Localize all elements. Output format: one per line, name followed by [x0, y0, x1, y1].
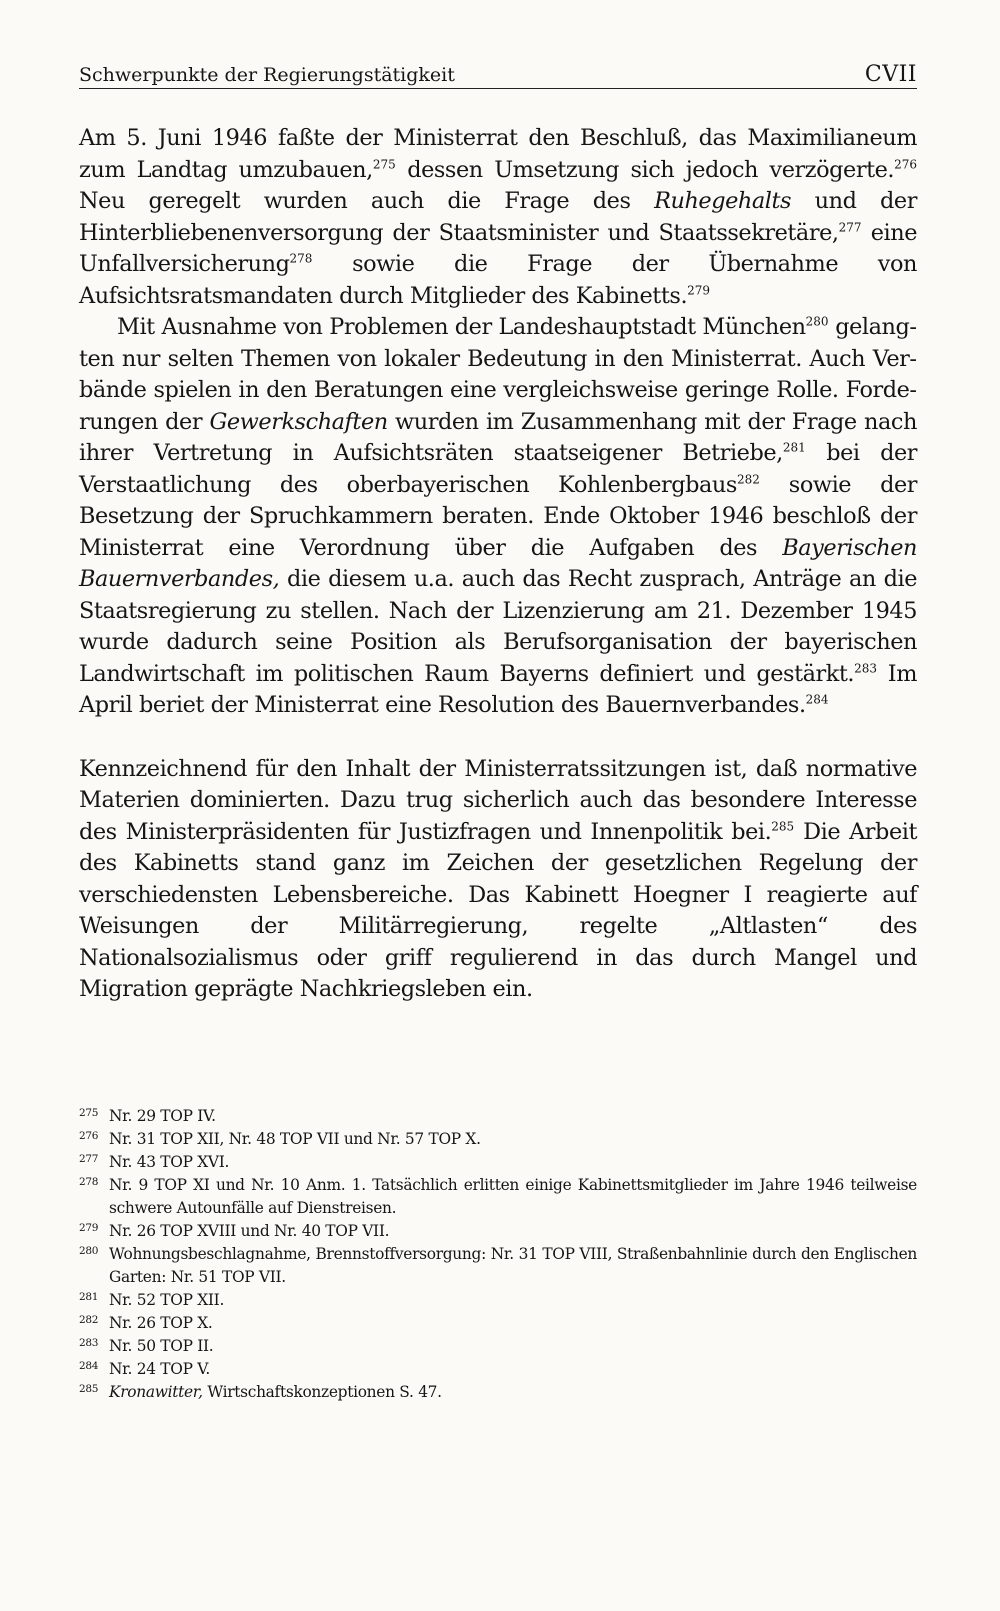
footnote — [79, 1128, 917, 1151]
footnote — [79, 1151, 917, 1174]
footnote-number: 275 — [79, 1107, 99, 1119]
footnote-text: Nr. 50 TOP II. — [109, 1337, 214, 1355]
footnote — [79, 1105, 917, 1128]
footnote-ref-280[interactable]: 280 — [805, 314, 829, 329]
text-run: Am 5. Juni 1946 faßte der Ministerrat den Beschluß, das Maximilianeum zum Landtag umzubauen, — [79, 125, 917, 183]
footnote-text: Nr. 9 TOP XI und Nr. 10 Anm. 1. Tatsächlich erlitten einige Kabinettsmitglieder im Jahre 1946 teilweise schwere Autounfälle auf Dienstreisen. — [109, 1176, 917, 1217]
text-run: Im April beriet der Ministerrat eine Resolution des Bauernverbandes. — [79, 660, 917, 718]
text-run: Neu geregelt wurden auch die Frage des — [79, 188, 655, 214]
footnote — [79, 1243, 917, 1289]
footnote-ref-282[interactable]: 282 — [736, 472, 760, 487]
page-number: CVII — [864, 62, 917, 87]
footnotes — [79, 1105, 917, 1404]
main-text — [79, 123, 917, 1006]
text-run: und der Hinterbliebenenversorgung der Staatsminister und Staatssekretäre, — [79, 188, 917, 246]
citation-text: Wirtschaftskonzeptionen S. 47. — [202, 1383, 442, 1401]
footnote-number: 277 — [79, 1153, 99, 1165]
footnote-ref-276[interactable]: 276 — [894, 157, 917, 172]
footnote-number: 279 — [79, 1222, 99, 1234]
italic-term: Ruhegehalts — [654, 188, 792, 214]
paragraph-1 — [79, 123, 917, 312]
footnote-text: Nr. 31 TOP XII, Nr. 48 TOP VII und Nr. 57 TOP X. — [109, 1130, 481, 1148]
text-run: Die Arbeit des Kabinetts stand ganz im Zeichen der gesetzlichen Regelung der verschiedensten Lebensbereiche. Das Kabinett Hoegner I reagierte auf Weisungen der Militärregierung, regelte „Altlasten“ des Nationalsozialismus oder griff regulierend in das durch Mangel und Migration geprägte Nachkriegsleben ein. — [79, 818, 918, 1002]
text-run: gelangten nur selten Themen von lokaler Bedeutung in den Ministerrat. Auch Verbände spielen in den Beratungen eine vergleichsweise geringe Rolle. Forderungen der — [79, 314, 917, 435]
footnote-number: 283 — [79, 1337, 99, 1349]
text-run: sowie der Besetzung der Spruchkammern beraten. Ende Oktober 1946 beschloß der Ministerrat eine Verordnung über die Aufgaben des — [79, 471, 918, 561]
footnote-number: 282 — [79, 1314, 99, 1326]
footnote-text: Nr. 29 TOP IV. — [109, 1107, 216, 1125]
footnote — [79, 1358, 917, 1381]
footnote-ref-283[interactable]: 283 — [854, 661, 878, 676]
footnote-number: 285 — [79, 1383, 99, 1395]
paragraph-2 — [79, 312, 917, 722]
text-run: wurden im Zusammenhang mit der Frage nach ihrer Vertretung in Aufsichtsräten staatseigener Betriebe, — [79, 408, 917, 466]
footnote-text: Nr. 26 TOP XVIII und Nr. 40 TOP VII. — [109, 1222, 390, 1240]
footnote-ref-285[interactable]: 285 — [771, 819, 795, 834]
text-run: Kennzeichnend für den Inhalt der Ministerratssitzungen ist, daß normative Materien dominierten. Dazu trug sicherlich auch das besondere Interesse des Ministerpräsidenten für Justizfragen und Innenpolitik bei. — [79, 755, 917, 845]
footnote-ref-278[interactable]: 278 — [289, 251, 313, 266]
author-name: Kronawitter, — [109, 1383, 203, 1401]
footnote-text: Nr. 24 TOP V. — [109, 1360, 210, 1378]
text-run: Mit Ausnahme von Problemen der Landeshauptstadt München — [117, 314, 806, 340]
footnote — [79, 1174, 917, 1220]
text-run: bei der Verstaatlichung des oberbayerischen Kohlenbergbaus — [79, 440, 918, 498]
footnote-text: Nr. 52 TOP XII. — [109, 1291, 225, 1309]
footnote-ref-277[interactable]: 277 — [838, 220, 862, 235]
italic-term: Gewerkschaften — [209, 408, 388, 435]
text-run: die diesem u.a. auch das Recht zusprach, Anträge an die Staatsregierung zu stellen. Nach der Lizenzierung am 21. Dezember 1945 wurde dadurch seine Position als Berufsorganisation der bayerischen Landwirtschaft im politischen Raum Bayerns definiert und gestärkt. — [79, 566, 917, 687]
footnote-ref-284[interactable]: 284 — [805, 692, 829, 707]
footnote-number: 281 — [79, 1291, 99, 1303]
text-run: dessen Umsetzung sich jedoch verzögerte. — [395, 156, 895, 183]
footnote — [79, 1289, 917, 1312]
footnote-ref-275[interactable]: 275 — [372, 157, 396, 172]
footnote — [79, 1312, 917, 1335]
footnote-ref-279[interactable]: 279 — [687, 283, 711, 298]
footnote-text: Nr. 26 TOP X. — [109, 1314, 213, 1332]
paragraph-3 — [79, 754, 917, 1006]
footnote-number: 284 — [79, 1360, 99, 1372]
italic-term: Bayerischen Bauernverbandes, — [79, 534, 917, 592]
footnote-text: Wohnungsbeschlagnahme, Brennstoffversorgung: Nr. 31 TOP VIII, Straßenbahnlinie durch den Englischen Garten: Nr. 51 TOP VII. — [109, 1245, 917, 1286]
text-run: sowie die Frage der Übernahme von Aufsichtsratsmandaten durch Mitglieder des Kabinetts. — [79, 251, 917, 309]
footnote — [79, 1381, 917, 1404]
footnote-number: 278 — [79, 1176, 99, 1188]
footnote-ref-281[interactable]: 281 — [782, 440, 806, 455]
text-run: eine Unfallversicherung — [79, 219, 917, 277]
footnote-number: 276 — [79, 1130, 99, 1142]
running-header — [79, 58, 917, 89]
footnote-text: Nr. 43 TOP XVI. — [109, 1153, 230, 1171]
running-title: Schwerpunkte der Regierungstätigkeit — [79, 64, 455, 86]
footnote-text — [109, 1381, 917, 1404]
footnote — [79, 1335, 917, 1358]
footnote — [79, 1220, 917, 1243]
footnote-number: 280 — [79, 1245, 99, 1257]
